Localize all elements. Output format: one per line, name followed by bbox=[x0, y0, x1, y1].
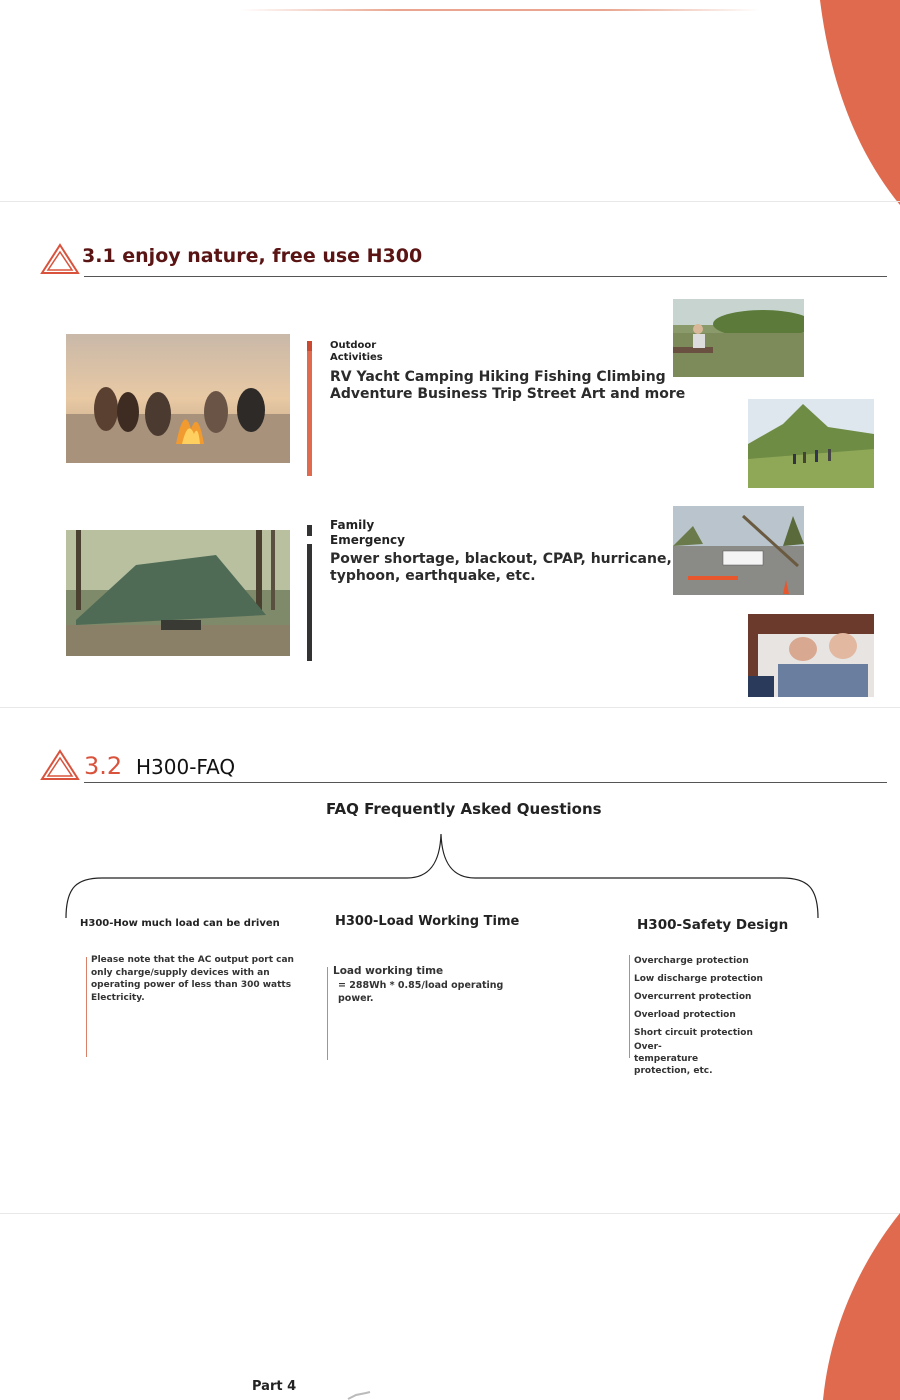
fishing-photo bbox=[673, 299, 804, 377]
section-number-3-2: 3.2 bbox=[84, 752, 123, 780]
safety-item-overcharge: Overcharge protection bbox=[634, 956, 749, 966]
family-emergency-title: Family Emergency bbox=[330, 518, 405, 547]
safety-item-overload: Overload protection bbox=[634, 1010, 736, 1020]
road-closed-photo bbox=[673, 506, 804, 595]
safety-item-overcurrent: Overcurrent protection bbox=[634, 992, 752, 1002]
faq-load-title: H300-How much load can be driven bbox=[80, 918, 280, 929]
section-title-underline bbox=[84, 276, 887, 277]
faq-safety-title: H300-Safety Design bbox=[637, 917, 789, 933]
campfire-photo bbox=[66, 334, 290, 463]
faq-load-line bbox=[86, 957, 87, 1057]
faq-heading: FAQ Frequently Asked Questions bbox=[326, 800, 602, 818]
section-divider-3 bbox=[0, 1213, 900, 1214]
faq-curly-brace bbox=[62, 832, 822, 922]
faq-working-time-subtitle: Load working time bbox=[333, 965, 444, 977]
decorative-mark bbox=[346, 1390, 372, 1400]
bottom-corner-arc bbox=[815, 1213, 900, 1400]
outdoor-activities-title: Outdoor Activities bbox=[330, 340, 383, 363]
outdoor-accent-bar-cap bbox=[307, 341, 312, 351]
family-emergency-description: Power shortage, blackout, CPAP, hurricane, typhoon, earthquake, etc. bbox=[330, 551, 672, 584]
top-decorative-rule bbox=[240, 9, 760, 11]
warning-triangle-icon-2 bbox=[40, 749, 80, 781]
family-accent-bar-gap bbox=[307, 536, 312, 544]
section-title-underline-2 bbox=[84, 782, 887, 783]
section-title-3-1: 3.1 enjoy nature, free use H300 bbox=[82, 245, 423, 267]
part-label: Part 4 bbox=[252, 1379, 297, 1394]
section-divider-2 bbox=[0, 707, 900, 708]
faq-working-time-line bbox=[327, 967, 328, 1060]
safety-item-over-temperature: Over- temperature protection, etc. bbox=[634, 1042, 713, 1076]
safety-item-low-discharge: Low discharge protection bbox=[634, 974, 763, 984]
outdoor-activities-description: RV Yacht Camping Hiking Fishing Climbing Adventure Business Trip Street Art and more bbox=[330, 369, 686, 402]
warning-triangle-icon bbox=[40, 243, 80, 275]
faq-working-time-text: = 288Wh * 0.85/load operating power. bbox=[338, 980, 504, 1004]
faq-load-text: Please note that the AC output port can only charge/supply devices with an operating power of less than 300 watts Electricity. bbox=[91, 955, 294, 1003]
tent-camping-photo bbox=[66, 530, 290, 656]
top-corner-arc bbox=[800, 0, 900, 205]
section-title-3-2: H300-FAQ bbox=[136, 755, 236, 779]
faq-working-time-title: H300-Load Working Time bbox=[335, 914, 520, 929]
hiking-photo bbox=[748, 399, 874, 488]
safety-item-short-circuit: Short circuit protection bbox=[634, 1028, 753, 1038]
section-divider-1 bbox=[0, 201, 900, 202]
family-accent-bar bbox=[307, 525, 312, 661]
cpap-sleeping-photo bbox=[748, 614, 874, 697]
faq-safety-line bbox=[629, 955, 630, 1058]
outdoor-accent-bar bbox=[307, 341, 312, 476]
